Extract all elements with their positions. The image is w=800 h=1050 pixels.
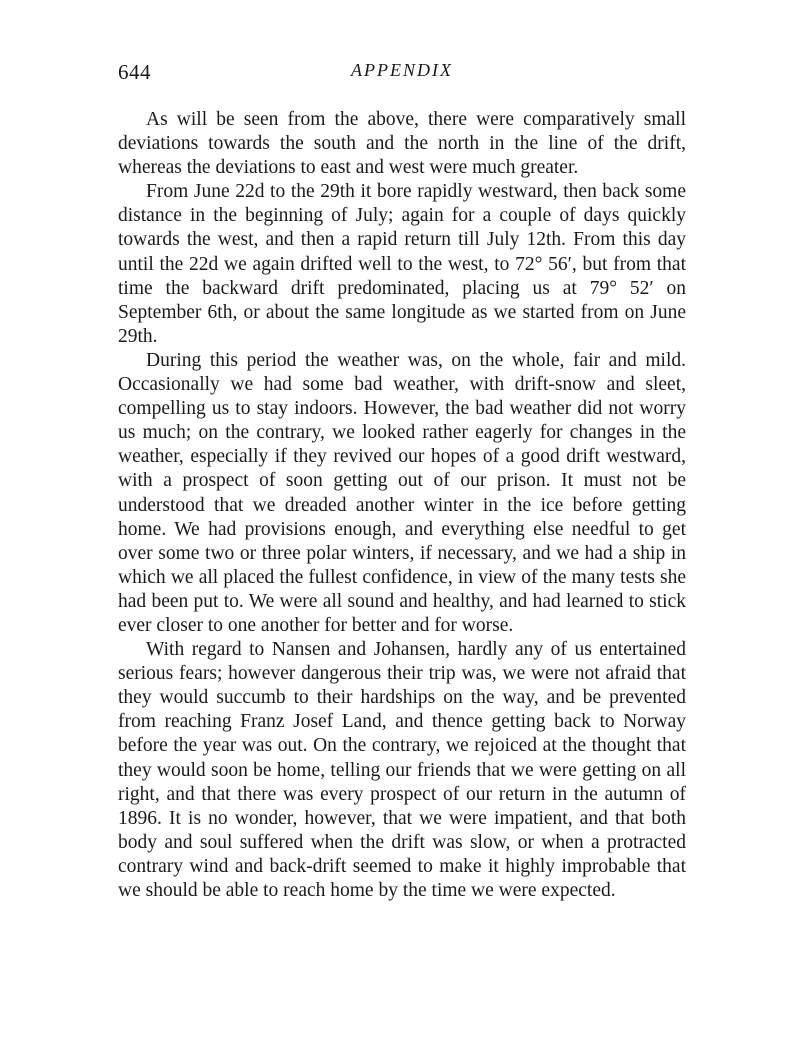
running-title: APPENDIX	[351, 60, 453, 80]
paragraph: From June 22d to the 29th it bore rapidly westward, then back some distance in the beginning of July; again for a couple of days quickly towards the west, and then a rapid return till July 12th. From this day until the 22d we again drifted well to the west, to 72° 56′, but from that time the backward drift predominated, placing us at 79° 52′ on September 6th, or about the same longitude as we started from on June 29th.	[118, 181, 686, 347]
body-text	[118, 108, 686, 903]
running-head	[118, 60, 686, 88]
paragraph: During this period the weather was, on the whole, fair and mild. Occasionally we had some bad weather, with drift-snow and sleet, compelling us to stay indoors. However, the bad weather did not worry us much; on the contrary, we looked rather eagerly for changes in the weather, especially if they revived our hopes of a good drift westward, with a prospect of soon getting out of our prison. It must not be understood that we dreaded another winter in the ice before getting home. We had provisions enough, and everything else needful to get over some two or three polar winters, if necessary, and we had a ship in which we all placed the fullest confidence, in view of the many tests she had been put to. We were all sound and healthy, and had learned to stick ever closer to one another for better and for worse.	[118, 349, 686, 636]
paragraph: With regard to Nansen and Johansen, hardly any of us entertained serious fears; however dangerous their trip was, we were not afraid that they would succumb to their hardships on the way, and be prevented from reaching Franz Josef Land, and thence getting back to Norway before the year was out. On the contrary, we rejoiced at the thought that they would soon be home, telling our friends that we were getting on all right, and that there was every prospect of our return in the autumn of 1896. It is no wonder, however, that we were impatient, and that both body and soul suffered when the drift was slow, or when a protracted contrary wind and back-drift seemed to make it highly improbable that we should be able to reach home by the time we were expected.	[118, 639, 686, 901]
page-number: 644	[118, 60, 151, 84]
paragraph: As will be seen from the above, there were comparatively small deviations towards the south and the north in the line of the drift, whereas the deviations to east and west were much greater.	[118, 109, 686, 179]
